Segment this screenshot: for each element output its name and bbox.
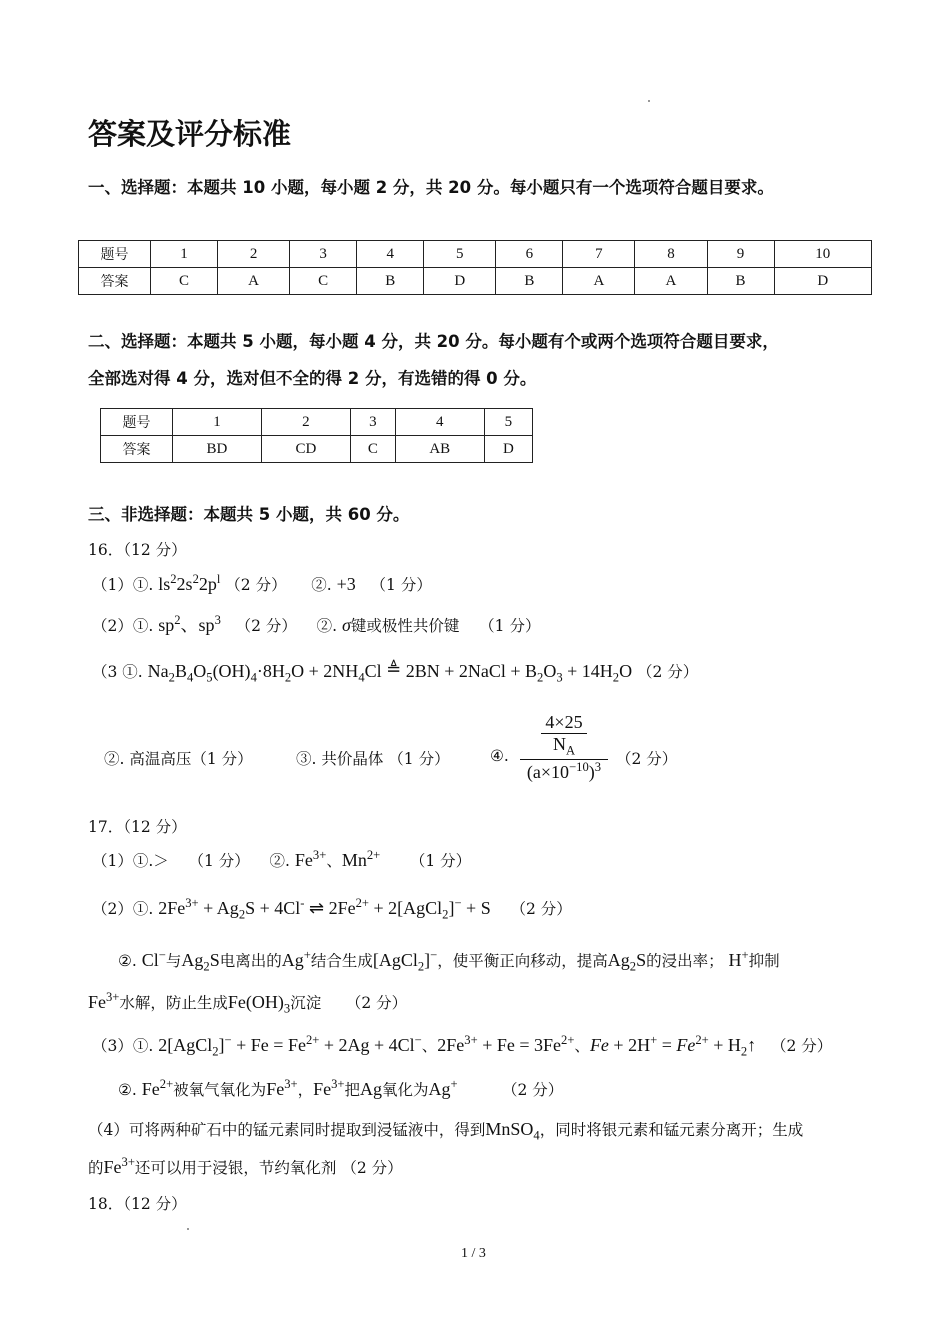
q16-part3-sub3: ③. 共价晶体 （1 分） [296, 750, 450, 768]
question-number: 1 [151, 241, 218, 268]
electron-configuration: $ls^22s^22p^l$ [158, 572, 221, 594]
q17-label: 17．（12 分） [88, 818, 187, 836]
q16-part3-sub4: ④. [490, 747, 509, 765]
page-number: 1 / 3 [461, 1246, 486, 1261]
row-label-number: 题号 [79, 241, 151, 268]
q16-part3-equation: （3 ①. $Na_2B_4O_5(OH)_4\cdot 8H_2O + 2NH_4Cl$ ≜ 2BN + 2NaCl + $B_2O_3 + 14H_2O$ （2 分） [92, 659, 699, 685]
question-number: 4 [395, 409, 484, 436]
q16-part3-sub2: ②. 高温高压（1 分） [104, 750, 253, 768]
chemical-equation: $2Fe^{3+} + Ag_2S + 4Cl^-$ ⇌ $2Fe^{2+}$ + 2[AgCl$_2$]− + S [158, 896, 491, 922]
q16-label: 16．（12 分） [88, 541, 187, 559]
answer-cell: D [484, 436, 532, 463]
hybridization: $sp^2$、$sp^3$ [158, 613, 221, 635]
question-number: 2 [218, 241, 290, 268]
q17-part4-line1: （4）可将两种矿石中的锰元素同时提取到浸锰液中，得到MnSO$_4$，同时将银元素和锰元素分离开；生成 [88, 1119, 804, 1143]
q17-part1: （1）①.＞ （1 分） ②. $Fe^{3+}$、$Mn^{2+}$ （1 分） [92, 848, 472, 870]
section2-heading-line1: 二、选择题：本题共 5 小题，每小题 4 分，共 20 分。每小题有个或两个选项符合题目要求， [88, 332, 779, 351]
answer-cell: C [350, 436, 395, 463]
question-number: 10 [774, 241, 871, 268]
answer-cell: C [290, 268, 357, 295]
section2-heading-line2: 全部选对得 4 分，选对但不全的得 2 分，有选错的得 0 分。 [88, 369, 537, 388]
section1-answer-table [78, 240, 872, 295]
question-number: 4 [357, 241, 424, 268]
row-label-number: 题号 [101, 409, 173, 436]
answer-cell: A [635, 268, 707, 295]
scan-speck [187, 1228, 189, 1230]
q17-part2-equation: （2）①. $2Fe^{3+} + Ag_2S + 4Cl^-$ ⇌ $2Fe^{2+}$ + 2[AgCl$_2$]− + S （2 分） [92, 896, 572, 922]
q16-part1: （1）①. $ls^22s^22p^l$ （2 分） ②. +3 （1 分） [92, 572, 432, 594]
answer-cell: CD [261, 436, 350, 463]
question-number: 3 [290, 241, 357, 268]
answer-cell: A [563, 268, 635, 295]
answer-cell: B [496, 268, 563, 295]
q17-part2-explanation-line1: ②. Cl−与$Ag_2S$电离出的Ag+结合生成[AgCl$_2$]−，使平衡正向移动，提高$Ag_2S$的浸出率； H+抑制 [118, 948, 780, 974]
section3-heading: 三、非选择题：本题共 5 小题，共 60 分。 [88, 505, 410, 524]
answer-cell: BD [173, 436, 262, 463]
answer-cell: D [774, 268, 871, 295]
question-number: 7 [563, 241, 635, 268]
density-fraction: 4×25 $N_A$ $(a\times 10^{-10})^3$ [520, 712, 608, 783]
section1-heading: 一、选择题：本题共 10 小题，每小题 2 分，共 20 分。每小题只有一个选项符合题目要求。 [88, 178, 774, 197]
q17-part3-equations: （3）①. 2[AgCl$_2$]− + $Fe = Fe^{2+} + 2Ag + 4Cl^-$、$2Fe^{3+} + Fe = 3Fe^{2+}$、$Fe + 2H^+ = Fe^{2+}$ + $H_2↑$ （2 分） [92, 1033, 833, 1059]
q17-part4-line2: 的$Fe^{3+}$还可以用于浸银，节约氧化剂 （2 分） [88, 1155, 403, 1177]
answer-cell: A [218, 268, 290, 295]
answer-cell: B [357, 268, 424, 295]
row-label-answer: 答案 [101, 436, 173, 463]
question-number: 5 [424, 241, 496, 268]
q18-label: 18．（12 分） [88, 1195, 187, 1213]
section2-answer-table [100, 408, 533, 463]
question-number: 9 [707, 241, 774, 268]
chemical-equation: 2[AgCl$_2$]− + $Fe = Fe^{2+} + 2Ag + 4Cl^-$ [158, 1033, 422, 1059]
row-label-answer: 答案 [79, 268, 151, 295]
chemical-equation: $Na_2B_4O_5(OH)_4\cdot 8H_2O + 2NH_4Cl$ ≜ 2BN + 2NaCl + $B_2O_3 + 14H_2O$ [147, 659, 633, 685]
answer-cell: D [424, 268, 496, 295]
question-number: 1 [173, 409, 262, 436]
q16-part2: （2）①. $sp^2$、$sp^3$ （2 分） ②. σ键或极性共价键 （1 分） [92, 613, 541, 635]
q17-part2-explanation-line2: $Fe^{3+}$水解，防止生成$Fe(OH)_3$沉淀 （2 分） [88, 990, 408, 1016]
page-title: 答案及评分标准 [88, 117, 292, 151]
question-number: 2 [261, 409, 350, 436]
question-number: 3 [350, 409, 395, 436]
q16-part3-score: （2 分） [616, 750, 678, 768]
answer-cell: B [707, 268, 774, 295]
answer-cell: AB [395, 436, 484, 463]
question-number: 6 [496, 241, 563, 268]
scan-speck [648, 100, 650, 102]
question-number: 8 [635, 241, 707, 268]
question-number: 5 [484, 409, 532, 436]
q17-part3-sub2: ②. $Fe^{2+}$被氧气氧化为$Fe^{3+}$，$Fe^{3+}$把Ag氧化为Ag+ （2 分） [118, 1077, 564, 1099]
answer-cell: C [151, 268, 218, 295]
